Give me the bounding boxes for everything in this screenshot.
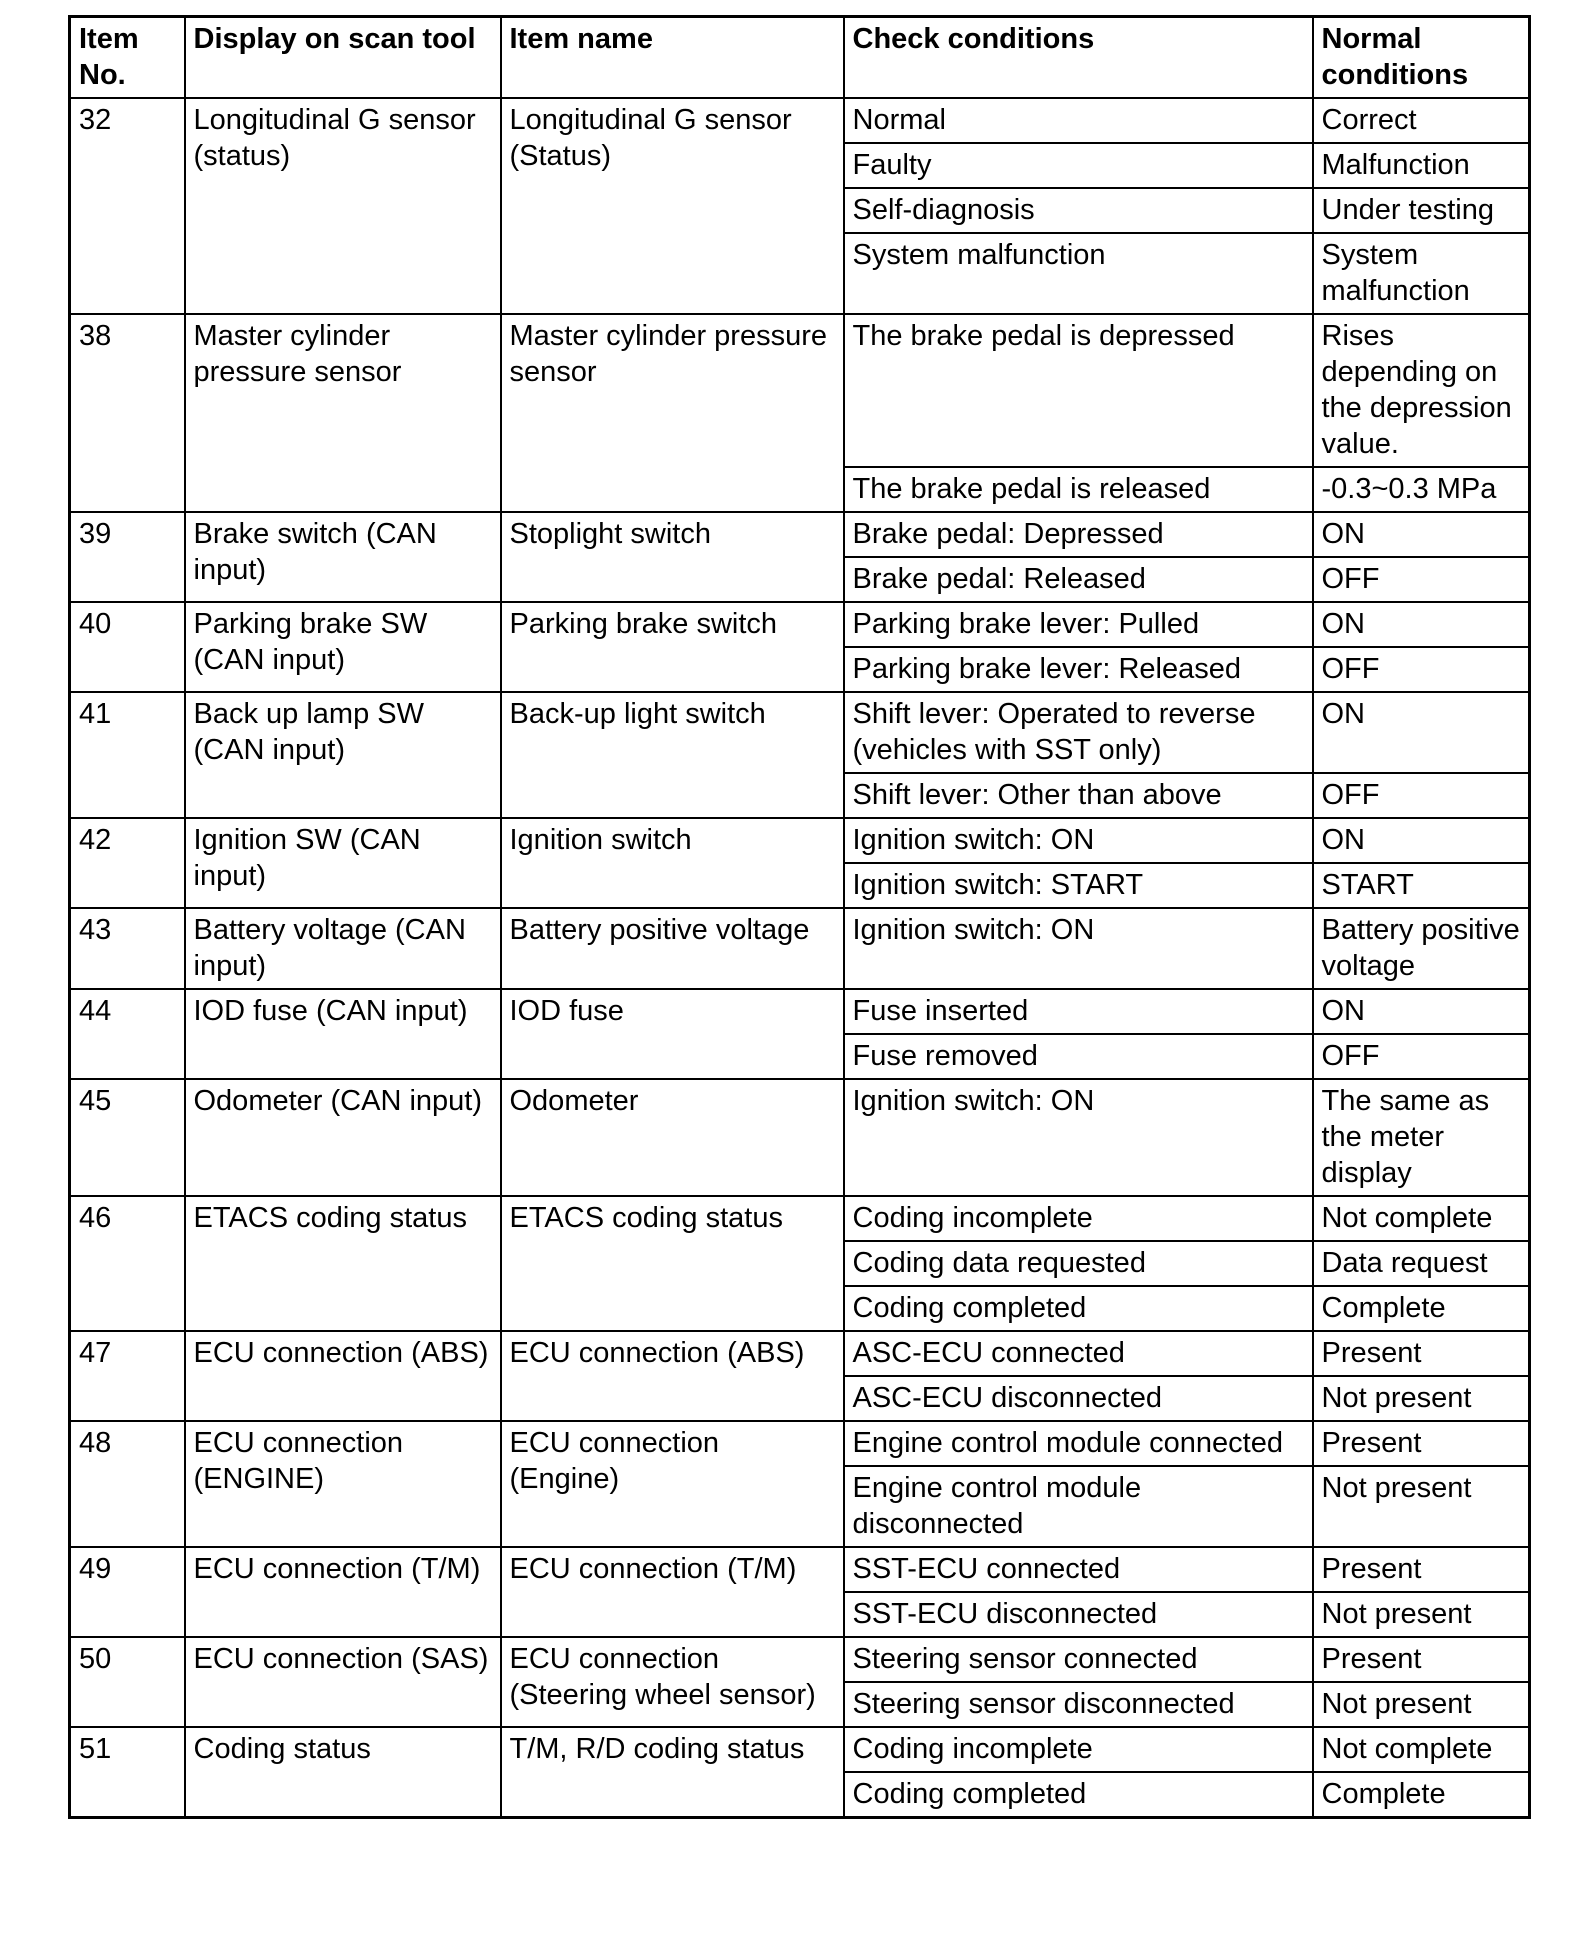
item-number-cell: 42 bbox=[70, 818, 185, 908]
item-number-cell: 49 bbox=[70, 1547, 185, 1637]
scan-tool-display-cell: Ignition SW (CAN input) bbox=[185, 818, 501, 908]
table-body bbox=[70, 98, 1530, 1818]
check-condition-cell: Fuse inserted bbox=[844, 989, 1313, 1034]
check-condition-cell: SST-ECU connected bbox=[844, 1547, 1313, 1592]
table-row bbox=[70, 602, 1530, 647]
item-name-cell: ETACS coding status bbox=[501, 1196, 844, 1331]
table-row bbox=[70, 818, 1530, 863]
check-condition-cell: Coding incomplete bbox=[844, 1196, 1313, 1241]
item-number-cell: 38 bbox=[70, 314, 185, 512]
normal-condition-cell: Not complete bbox=[1313, 1196, 1530, 1241]
item-name-cell: T/M, R/D coding status bbox=[501, 1727, 844, 1818]
normal-condition-cell: OFF bbox=[1313, 557, 1530, 602]
normal-condition-cell: ON bbox=[1313, 512, 1530, 557]
check-condition-cell: Self-diagnosis bbox=[844, 188, 1313, 233]
check-condition-cell: Coding completed bbox=[844, 1772, 1313, 1818]
scan-tool-display-cell: ECU connection (SAS) bbox=[185, 1637, 501, 1727]
check-condition-cell: Ignition switch: START bbox=[844, 863, 1313, 908]
normal-condition-cell: Present bbox=[1313, 1331, 1530, 1376]
check-condition-cell: The brake pedal is depressed bbox=[844, 314, 1313, 467]
check-condition-cell: Ignition switch: ON bbox=[844, 1079, 1313, 1196]
normal-condition-cell: The same as the meter display bbox=[1313, 1079, 1530, 1196]
check-condition-cell: Brake pedal: Released bbox=[844, 557, 1313, 602]
item-number-cell: 39 bbox=[70, 512, 185, 602]
scan-tool-display-cell: Coding status bbox=[185, 1727, 501, 1818]
check-condition-cell: Engine control module disconnected bbox=[844, 1466, 1313, 1547]
normal-condition-cell: ON bbox=[1313, 602, 1530, 647]
check-condition-cell: ASC-ECU connected bbox=[844, 1331, 1313, 1376]
check-condition-cell: System malfunction bbox=[844, 233, 1313, 314]
table-row bbox=[70, 314, 1530, 467]
table-row bbox=[70, 1421, 1530, 1466]
normal-condition-cell: ON bbox=[1313, 692, 1530, 773]
item-number-cell: 32 bbox=[70, 98, 185, 314]
normal-condition-cell: Not present bbox=[1313, 1682, 1530, 1727]
normal-condition-cell: Malfunction bbox=[1313, 143, 1530, 188]
table-row bbox=[70, 1196, 1530, 1241]
item-number-cell: 51 bbox=[70, 1727, 185, 1818]
check-condition-cell: Steering sensor disconnected bbox=[844, 1682, 1313, 1727]
item-number-cell: 50 bbox=[70, 1637, 185, 1727]
normal-condition-cell: Not present bbox=[1313, 1592, 1530, 1637]
item-name-cell: ECU connection (T/M) bbox=[501, 1547, 844, 1637]
normal-condition-cell: Not present bbox=[1313, 1466, 1530, 1547]
normal-condition-cell: Complete bbox=[1313, 1286, 1530, 1331]
item-number-cell: 45 bbox=[70, 1079, 185, 1196]
check-condition-cell: Shift lever: Operated to reverse (vehicles with SST only) bbox=[844, 692, 1313, 773]
check-condition-cell: SST-ECU disconnected bbox=[844, 1592, 1313, 1637]
check-condition-cell: Faulty bbox=[844, 143, 1313, 188]
header-normal-conditions: Normal conditions bbox=[1313, 17, 1530, 99]
normal-condition-cell: ON bbox=[1313, 818, 1530, 863]
header-row bbox=[70, 17, 1530, 99]
header-check-conditions: Check conditions bbox=[844, 17, 1313, 99]
check-condition-cell: Parking brake lever: Pulled bbox=[844, 602, 1313, 647]
normal-condition-cell: Not complete bbox=[1313, 1727, 1530, 1772]
normal-condition-cell: System malfunction bbox=[1313, 233, 1530, 314]
item-name-cell: IOD fuse bbox=[501, 989, 844, 1079]
normal-condition-cell: ON bbox=[1313, 989, 1530, 1034]
item-name-cell: Parking brake switch bbox=[501, 602, 844, 692]
check-condition-cell: Ignition switch: ON bbox=[844, 818, 1313, 863]
item-number-cell: 44 bbox=[70, 989, 185, 1079]
item-name-cell: Stoplight switch bbox=[501, 512, 844, 602]
normal-condition-cell: OFF bbox=[1313, 647, 1530, 692]
header-item-name: Item name bbox=[501, 17, 844, 99]
table-row bbox=[70, 1727, 1530, 1772]
normal-condition-cell: -0.3~0.3 MPa bbox=[1313, 467, 1530, 512]
normal-condition-cell: Present bbox=[1313, 1421, 1530, 1466]
normal-condition-cell: Complete bbox=[1313, 1772, 1530, 1818]
item-name-cell: Master cylinder pressure sensor bbox=[501, 314, 844, 512]
scan-tool-display-cell: Parking brake SW (CAN input) bbox=[185, 602, 501, 692]
normal-condition-cell: Rises depending on the depression value. bbox=[1313, 314, 1530, 467]
scan-tool-display-cell: IOD fuse (CAN input) bbox=[185, 989, 501, 1079]
check-condition-cell: The brake pedal is released bbox=[844, 467, 1313, 512]
table-row bbox=[70, 989, 1530, 1034]
normal-condition-cell: Correct bbox=[1313, 98, 1530, 143]
normal-condition-cell: OFF bbox=[1313, 1034, 1530, 1079]
scan-tool-display-cell: ECU connection (T/M) bbox=[185, 1547, 501, 1637]
normal-condition-cell: Battery positive voltage bbox=[1313, 908, 1530, 989]
normal-condition-cell: OFF bbox=[1313, 773, 1530, 818]
scan-tool-display-cell: ECU connection (ENGINE) bbox=[185, 1421, 501, 1547]
item-number-cell: 48 bbox=[70, 1421, 185, 1547]
header-display: Display on scan tool bbox=[185, 17, 501, 99]
item-number-cell: 46 bbox=[70, 1196, 185, 1331]
scan-tool-display-cell: Back up lamp SW (CAN input) bbox=[185, 692, 501, 818]
scan-tool-display-cell: ETACS coding status bbox=[185, 1196, 501, 1331]
normal-condition-cell: Present bbox=[1313, 1547, 1530, 1592]
check-condition-cell: Normal bbox=[844, 98, 1313, 143]
check-condition-cell: Coding data requested bbox=[844, 1241, 1313, 1286]
normal-condition-cell: Data request bbox=[1313, 1241, 1530, 1286]
table-row bbox=[70, 692, 1530, 773]
table-row bbox=[70, 1547, 1530, 1592]
item-name-cell: ECU connection (Engine) bbox=[501, 1421, 844, 1547]
table-row bbox=[70, 1637, 1530, 1682]
check-condition-cell: Coding incomplete bbox=[844, 1727, 1313, 1772]
normal-condition-cell: Present bbox=[1313, 1637, 1530, 1682]
header-item-no: Item No. bbox=[70, 17, 185, 99]
check-condition-cell: Engine control module connected bbox=[844, 1421, 1313, 1466]
item-name-cell: ECU connection (ABS) bbox=[501, 1331, 844, 1421]
scan-tool-data-table bbox=[68, 15, 1531, 1819]
item-number-cell: 43 bbox=[70, 908, 185, 989]
table-row bbox=[70, 512, 1530, 557]
item-name-cell: Battery positive voltage bbox=[501, 908, 844, 989]
normal-condition-cell: Not present bbox=[1313, 1376, 1530, 1421]
item-number-cell: 41 bbox=[70, 692, 185, 818]
check-condition-cell: Ignition switch: ON bbox=[844, 908, 1313, 989]
check-condition-cell: Shift lever: Other than above bbox=[844, 773, 1313, 818]
scan-tool-display-cell: ECU connection (ABS) bbox=[185, 1331, 501, 1421]
check-condition-cell: Parking brake lever: Released bbox=[844, 647, 1313, 692]
scan-tool-display-cell: Battery voltage (CAN input) bbox=[185, 908, 501, 989]
item-name-cell: Odometer bbox=[501, 1079, 844, 1196]
item-name-cell: Back-up light switch bbox=[501, 692, 844, 818]
check-condition-cell: Brake pedal: Depressed bbox=[844, 512, 1313, 557]
check-condition-cell: Steering sensor connected bbox=[844, 1637, 1313, 1682]
normal-condition-cell: START bbox=[1313, 863, 1530, 908]
check-condition-cell: Fuse removed bbox=[844, 1034, 1313, 1079]
item-name-cell: Ignition switch bbox=[501, 818, 844, 908]
scan-tool-display-cell: Master cylinder pressure sensor bbox=[185, 314, 501, 512]
check-condition-cell: ASC-ECU disconnected bbox=[844, 1376, 1313, 1421]
item-number-cell: 40 bbox=[70, 602, 185, 692]
scan-tool-display-cell: Odometer (CAN input) bbox=[185, 1079, 501, 1196]
scan-tool-display-cell: Longitudinal G sensor (status) bbox=[185, 98, 501, 314]
table-row bbox=[70, 1331, 1530, 1376]
scan-tool-display-cell: Brake switch (CAN input) bbox=[185, 512, 501, 602]
table-row bbox=[70, 908, 1530, 989]
item-number-cell: 47 bbox=[70, 1331, 185, 1421]
table-row bbox=[70, 98, 1530, 143]
table-row bbox=[70, 1079, 1530, 1196]
check-condition-cell: Coding completed bbox=[844, 1286, 1313, 1331]
normal-condition-cell: Under testing bbox=[1313, 188, 1530, 233]
item-name-cell: ECU connection (Steering wheel sensor) bbox=[501, 1637, 844, 1727]
item-name-cell: Longitudinal G sensor (Status) bbox=[501, 98, 844, 314]
